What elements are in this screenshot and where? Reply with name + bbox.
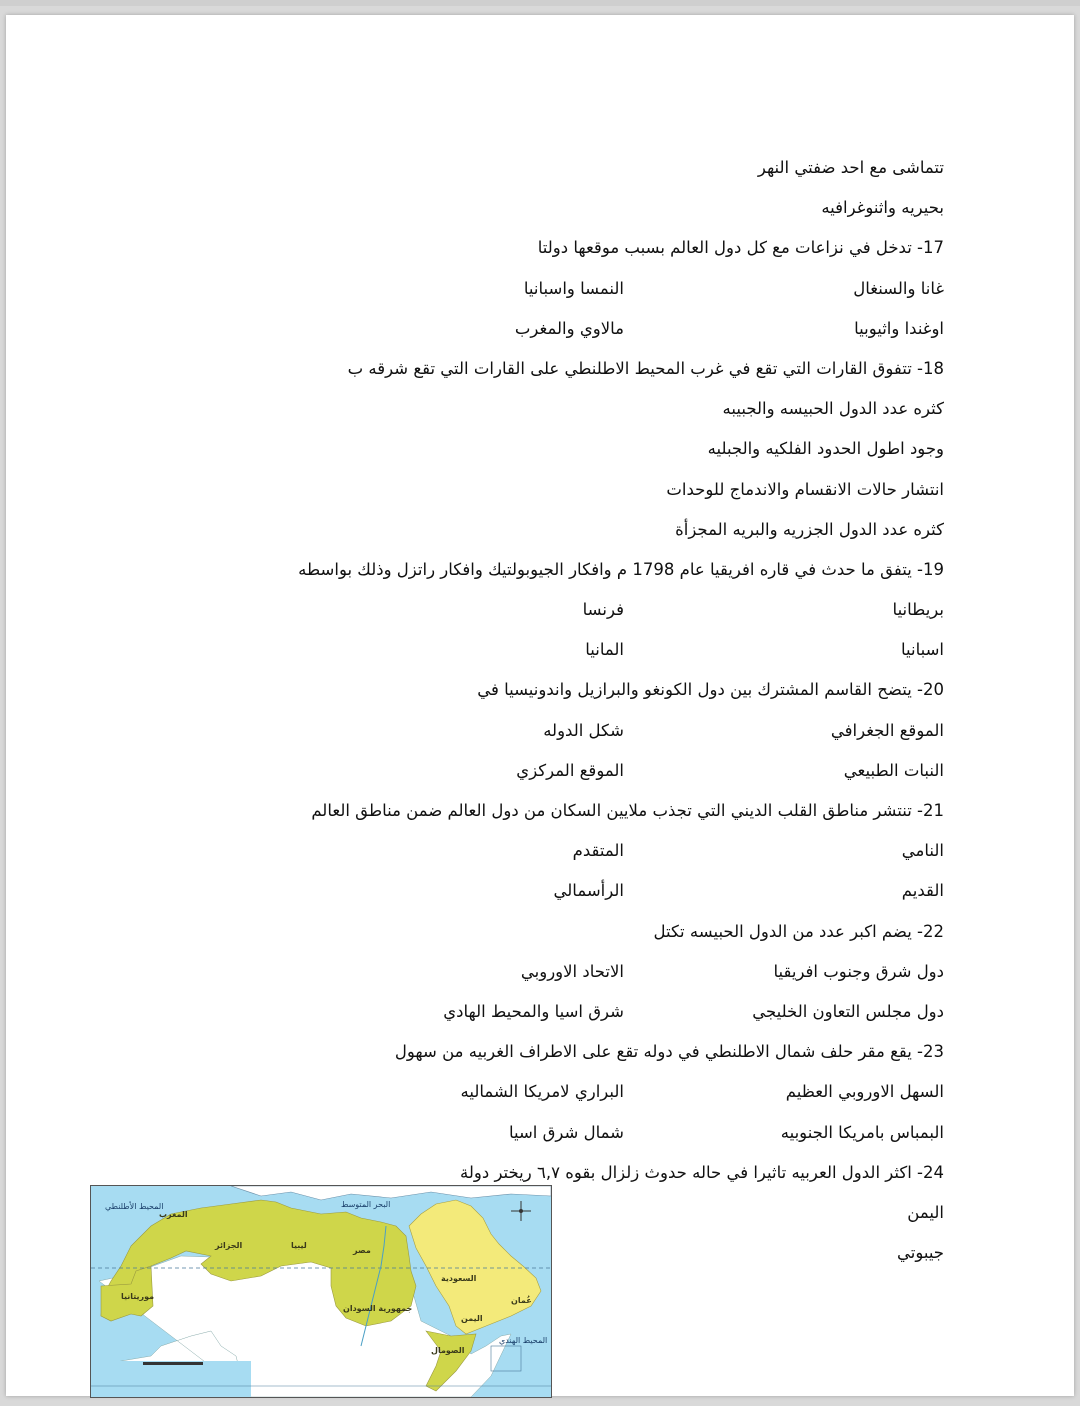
answer-options-row (284, 836, 944, 876)
map-label-somalia: الصومال (431, 1346, 465, 1355)
viewer-top-strip (0, 0, 1080, 6)
answer-option: القديم (901, 881, 944, 901)
map-label-mediterranean: البحر المتوسط (341, 1200, 391, 1209)
answer-option: المانيا (585, 640, 624, 660)
answer-option: الموقع المركزي (516, 760, 624, 780)
answer-text: اليمن (907, 1202, 944, 1222)
answer-options-row (284, 595, 944, 635)
question-text: 18- تتفوق القارات التي تقع في غرب المحيط الاطلنطي على القارات التي تقع شرقه ب (347, 358, 944, 378)
map-label-morocco: المغرب (159, 1210, 188, 1219)
answer-options-row (284, 1077, 944, 1117)
question-text: 23- يقع مقر حلف شمال الاطلنطي في دوله تقع على الاطراف الغربيه من سهول (394, 1042, 944, 1062)
question-text: 17- تدخل في نزاعات مع كل دول العالم بسبب موقعها دولتا (537, 238, 944, 258)
map-label-saudi: السعودية (441, 1274, 477, 1283)
answer-option: النمسا واسبانيا (523, 278, 624, 298)
answer-option: غانا والسنغال (853, 278, 944, 298)
answer-option: البمباس بامريكا الجنوبيه (780, 1122, 944, 1142)
question-text: 21- تنتشر مناطق القلب الديني التي تجذب ملايين السكان من دول العالم ضمن مناطق العالم (311, 801, 944, 820)
answer-option: دول مجلس التعاون الخليجي (752, 1001, 944, 1021)
answer-option: دول شرق وجنوب افريقيا (773, 961, 944, 981)
answer-text: كثره عدد الدول الحبيسه والجبيبه (722, 399, 944, 419)
answer-text: كثره عدد الدول الجزريه والبريه المجزأة (675, 519, 944, 539)
answer-option: السهل الاوروبي العظيم (785, 1082, 944, 1102)
answer-options-row (284, 274, 944, 314)
answer-option: البراري لامريكا الشماليه (460, 1082, 624, 1102)
answer-text: بحيريه واثنوغرافيه (821, 198, 944, 218)
answer-options-row (284, 756, 944, 796)
answer-options-row (284, 997, 944, 1037)
answer-option: المتقدم (572, 841, 624, 861)
answer-option: فرنسا (582, 600, 624, 620)
answer-options-row (284, 957, 944, 997)
answer-options-row (284, 635, 944, 675)
question-text: 20- يتضح القاسم المشترك بين دول الكونغو والبرازيل واندونيسيا في (477, 680, 944, 700)
answer-option: شرق اسيا والمحيط الهادي (443, 1001, 624, 1021)
map-label-algeria: الجزائر (215, 1241, 243, 1250)
answer-option: اسبانيا (900, 640, 944, 660)
map-label-indian-ocean: المحيط الهندي (499, 1336, 548, 1345)
map-label-egypt: مصر (353, 1246, 371, 1255)
map-label-oman: عُمان (511, 1296, 532, 1305)
answer-options-row (284, 876, 944, 916)
answer-text: انتشار حالات الانقسام والاندماج للوحدات (666, 479, 944, 499)
question-text: 24- اكثر الدول العربيه تاثيرا في حاله حدوث زلزال بقوه ٦,٧ ريختر دولة (460, 1162, 944, 1182)
map-label-yemen: اليمن (461, 1314, 483, 1323)
arab-world-map (90, 1185, 552, 1398)
map-label-libya: ليبيا (291, 1241, 307, 1250)
answer-option: الاتحاد الاوروبي (520, 961, 624, 981)
answer-options-row (284, 314, 944, 354)
map-label-sudan: جمهورية السودان (343, 1304, 413, 1313)
question-list (284, 153, 944, 1278)
answer-option: النبات الطبيعي (843, 760, 944, 780)
document-page (6, 15, 1074, 1396)
answer-option: مالاوي والمغرب (514, 318, 624, 338)
map-label-atlantic: المحيط الأطلنطي (105, 1202, 164, 1211)
question-text: 19- يتفق ما حدث في قاره افريقيا عام 1798 م وافكار الجيوبولتيك وافكار راتزل وذلك بواسطه (298, 559, 944, 579)
answer-option: شمال شرق اسيا (508, 1122, 624, 1142)
answer-options-row (284, 1118, 944, 1158)
question-text: 22- يضم اكبر عدد من الدول الحبيسه تكتل (653, 921, 944, 941)
answer-text: وجود اطول الحدود الفلكيه والجبليه (707, 439, 944, 459)
answer-option: الموقع الجغرافي (830, 720, 944, 740)
answer-text: تتماشى مع احد ضفتي النهر (757, 158, 944, 177)
answer-options-row (284, 716, 944, 756)
answer-option: الرأسمالي (553, 881, 624, 901)
answer-text: جيبوتي (896, 1243, 944, 1263)
answer-option: شكل الدوله (543, 720, 624, 740)
answer-option: اوغندا واثيوبيا (854, 318, 944, 338)
answer-option: النامي (901, 841, 944, 861)
map-label-mauritania: موريتانيا (121, 1292, 155, 1301)
answer-option: بريطانيا (892, 600, 944, 620)
